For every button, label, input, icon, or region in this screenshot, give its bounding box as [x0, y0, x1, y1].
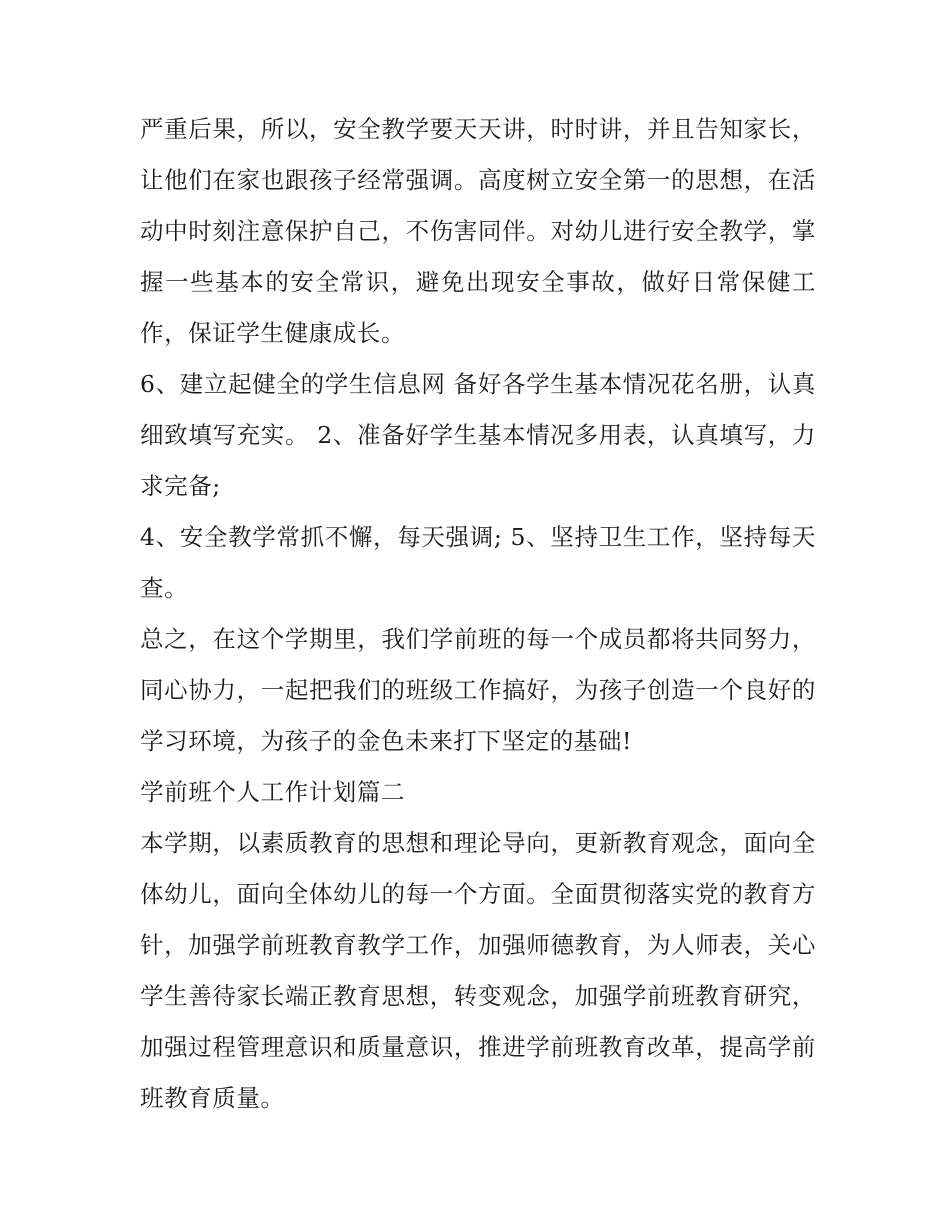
section-heading: 学前班个人工作计划篇二	[140, 778, 406, 806]
paragraph-safety-teaching: 严重后果，所以，安全教学要天天讲，时时讲，并且告知家长，让他们在家也跟孩子经常强调。高度树立安全第一的思想，在活动中时刻注意保护自己，不伤害同伴。对幼儿进行安全教学，掌握一些基本的安全常识，避免出现安全事故，做好日常保健工作，保证学生健康成长。	[140, 115, 816, 347]
paragraph-semester-plan: 本学期，以素质教育的思想和理论导向，更新教育观念，面向全体幼儿，面向全体幼儿的每一个方面。全面贯彻落实党的教育方针，加强学前班教育教学工作，加强师德教育，为人师表，关心学生善待家长端正教育思想，转变观念，加强学前班教育研究，加强过程管理意识和质量意识，推进学前班教育改革，提高学前班教育质量。	[140, 829, 816, 1112]
paragraph-student-info: 6、建立起健全的学生信息网 备好各学生基本情况花名册，认真细致填写充实。 2、准备好学生基本情况多用表，认真填写，力求完备;	[140, 370, 816, 500]
document-body	[140, 104, 816, 1124]
paragraph-conclusion: 总之，在这个学期里，我们学前班的每一个成员都将共同努力，同心协力，一起把我们的班级工作搞好，为孩子创造一个良好的学习环境，为孩子的金色未来打下坚定的基础!	[140, 625, 816, 755]
paragraph-safety-hygiene: 4、安全教学常抓不懈，每天强调; 5、坚持卫生工作，坚持每天查。	[140, 523, 816, 602]
